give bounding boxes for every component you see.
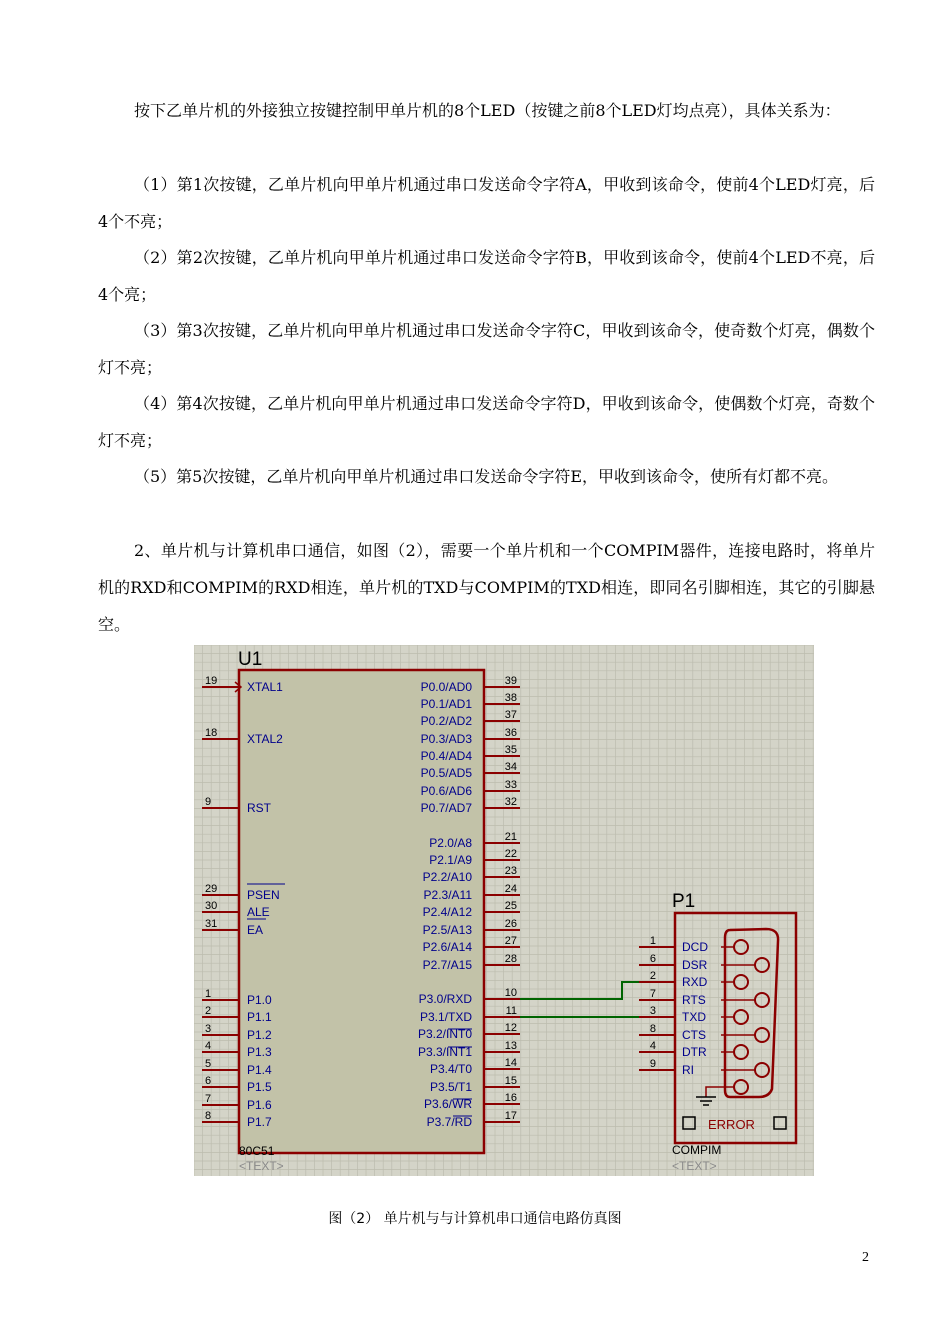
u1-pin-label: P3.4/T0 <box>429 1062 472 1076</box>
p1-pin-number: 3 <box>649 1005 656 1017</box>
u1-reference: U1 <box>238 649 263 670</box>
paragraph-rule-4: （4）第4次按键，乙单片机向甲单片机通过串口发送命令字符D，甲收到该命令，使偶数个灯亮，奇数个灯不亮； <box>98 394 875 450</box>
u1-pin-label: P2.7/A15 <box>422 958 472 972</box>
u1-pin-label: P2.5/A13 <box>422 923 472 937</box>
u1-pin-label: P0.5/AD5 <box>420 766 472 780</box>
u1-pin-label: P1.5 <box>247 1080 272 1094</box>
u1-pin-label: P2.1/A9 <box>429 853 472 867</box>
u1-pin-number: 3 <box>205 1023 212 1035</box>
u1-pin-label: P0.0/AD0 <box>420 680 472 694</box>
u1-pin-label: P3.1/TXD <box>419 1010 472 1024</box>
u1-pin-number: 17 <box>504 1110 517 1122</box>
p1-pin-label: DTR <box>682 1045 707 1059</box>
u1-pin-label: P1.1 <box>247 1010 272 1024</box>
p1-pin-label: RI <box>682 1063 694 1077</box>
u1-pin-number: 37 <box>504 709 517 721</box>
u1-pin-number: 23 <box>504 865 517 877</box>
circuit-schematic <box>194 645 814 1176</box>
p1-pin-number: 7 <box>649 988 656 1000</box>
u1-pin-number: 18 <box>205 727 218 739</box>
u1-pin-number: 6 <box>205 1075 212 1087</box>
u1-pin-label: P2.6/A14 <box>422 940 472 954</box>
p1-pin-number: 4 <box>649 1040 656 1052</box>
u1-pin-label: P2.4/A12 <box>422 905 472 919</box>
u1-pin-number: 9 <box>205 796 212 808</box>
u1-pin-number: 11 <box>505 1005 517 1017</box>
u1-pin-number: 14 <box>504 1057 517 1069</box>
u1-pin-label: P0.6/AD6 <box>420 784 472 798</box>
p1-pin-label: RXD <box>682 975 708 989</box>
u1-pin-number: 31 <box>205 918 218 930</box>
u1-pin-number: 2 <box>205 1005 212 1017</box>
u1-pin-number: 8 <box>205 1110 212 1122</box>
u1-pin-label: RST <box>247 801 271 815</box>
u1-pin-number: 19 <box>205 675 218 687</box>
u1-pin-label: P1.3 <box>247 1045 272 1059</box>
p1-pin-number: 2 <box>649 970 656 982</box>
u1-pin-number: 10 <box>504 987 517 999</box>
u1-pin-number: 38 <box>504 692 517 704</box>
u1-pin-label: XTAL2 <box>247 732 283 746</box>
u1-pin-number: 24 <box>504 883 517 895</box>
u1-pin-number: 25 <box>504 900 517 912</box>
u1-pin-label: P0.4/AD4 <box>420 749 472 763</box>
schematic-figure <box>194 645 814 1176</box>
u1-pin-label: XTAL1 <box>247 680 283 694</box>
u1-pin-number: 22 <box>504 848 517 860</box>
u1-pin-number: 35 <box>504 744 517 756</box>
u1-pin-number: 12 <box>504 1022 517 1034</box>
paragraph-rule-2: （2）第2次按键，乙单片机向甲单片机通过串口发送命令字符B，甲收到该命令，使前4个LED不亮，后4个亮； <box>98 248 875 304</box>
error-label: ERROR <box>708 1117 755 1132</box>
u1-pin-label: P3.5/T1 <box>429 1080 472 1094</box>
u1-pin-number: 32 <box>504 796 517 808</box>
u1-pin-number: 34 <box>504 761 517 773</box>
u1-pin-number: 28 <box>504 953 517 965</box>
u1-pin-number: 1 <box>205 988 212 1000</box>
p1-pin-label: DCD <box>682 940 708 954</box>
u1-pin-label: P0.3/AD3 <box>420 732 472 746</box>
u1-pin-label: P2.0/A8 <box>429 836 472 850</box>
u1-pin-label: P3.0/RXD <box>418 992 472 1006</box>
u1-pin-number: 36 <box>504 727 517 739</box>
u1-pin-number: 4 <box>205 1040 212 1052</box>
u1-pin-number: 30 <box>205 900 218 912</box>
u1-pin-number: 13 <box>504 1040 517 1052</box>
u1-text-placeholder: <TEXT> <box>239 1159 284 1173</box>
u1-pin-label: P3.3/INT1 <box>417 1045 472 1059</box>
u1-pin-label: P0.1/AD1 <box>420 697 472 711</box>
p1-pin-label: CTS <box>682 1028 706 1042</box>
paragraph-rule-3: （3）第3次按键，乙单片机向甲单片机通过串口发送命令字符C，甲收到该命令，使奇数个灯亮，偶数个灯不亮； <box>98 321 875 377</box>
u1-pin-number: 16 <box>504 1092 517 1104</box>
paragraph-serial-comm: 2、单片机与计算机串口通信，如图（2），需要一个单片机和一个COMPIM器件，连接电路时，将单片机的RXD和COMPIM的RXD相连，单片机的TXD与COMPIM的TXD相连，即同名引脚相连，其它的引脚悬空。 <box>98 541 875 634</box>
u1-pin-number: 21 <box>504 831 517 843</box>
p1-pin-number: 1 <box>649 935 656 947</box>
u1-pin-number: 7 <box>205 1093 212 1105</box>
paragraph-rule-1: （1）第1次按键，乙单片机向甲单片机通过串口发送命令字符A，甲收到该命令，使前4个LED灯亮，后4个不亮； <box>98 175 875 231</box>
p1-pin-label: DSR <box>682 958 708 972</box>
p1-reference: P1 <box>672 891 696 912</box>
p1-pin-number: 9 <box>649 1058 656 1070</box>
u1-pin-label: P1.0 <box>247 993 272 1007</box>
p1-pin-label: TXD <box>682 1010 706 1024</box>
u1-pin-label: P1.2 <box>247 1028 272 1042</box>
p1-pin-label: RTS <box>682 993 706 1007</box>
paragraph-rule-5: （5）第5次按键，乙单片机向甲单片机通过串口发送命令字符E，甲收到该命令，使所有灯都不亮。 <box>134 467 839 486</box>
u1-pin-label: ALE <box>247 905 270 919</box>
u1-pin-label: P2.3/A11 <box>423 888 472 902</box>
u1-pin-label: P3.2/INT0 <box>417 1027 472 1041</box>
u1-pin-number: 33 <box>504 779 517 791</box>
u1-pin-label: P1.7 <box>247 1115 272 1129</box>
figure-caption: 图（2） 单片机与与计算机串口通信电路仿真图 <box>328 1211 622 1227</box>
p1-text-placeholder: <TEXT> <box>672 1159 717 1173</box>
u1-pin-label: P1.6 <box>247 1098 272 1112</box>
u1-pin-label: P2.2/A10 <box>422 870 472 884</box>
u1-pin-number: 29 <box>205 883 218 895</box>
u1-pin-label: P0.2/AD2 <box>420 714 472 728</box>
u1-pin-number: 5 <box>205 1058 212 1070</box>
u1-pin-label: P0.7/AD7 <box>420 801 472 815</box>
page-number: 2 <box>862 1250 869 1265</box>
u1-pin-label: P1.4 <box>247 1063 272 1077</box>
p1-pin-number: 6 <box>649 953 656 965</box>
u1-pin-number: 27 <box>504 935 517 947</box>
u1-pin-label: P3.7/RD <box>426 1115 472 1129</box>
u1-pin-label: P3.6/WR <box>423 1097 472 1111</box>
p1-pin-number: 8 <box>649 1023 656 1035</box>
u1-pin-number: 26 <box>504 918 517 930</box>
paragraph-intro: 按下乙单片机的外接独立按键控制甲单片机的8个LED（按键之前8个LED灯均点亮），具体关系为： <box>134 101 841 120</box>
p1-part-name: COMPIM <box>672 1143 722 1157</box>
u1-part-name: 80C51 <box>239 1144 275 1158</box>
u1-pin-number: 39 <box>504 675 517 687</box>
u1-pin-label: PSEN <box>247 888 280 902</box>
u1-pin-label: EA <box>247 923 264 937</box>
u1-pin-number: 15 <box>504 1075 517 1087</box>
